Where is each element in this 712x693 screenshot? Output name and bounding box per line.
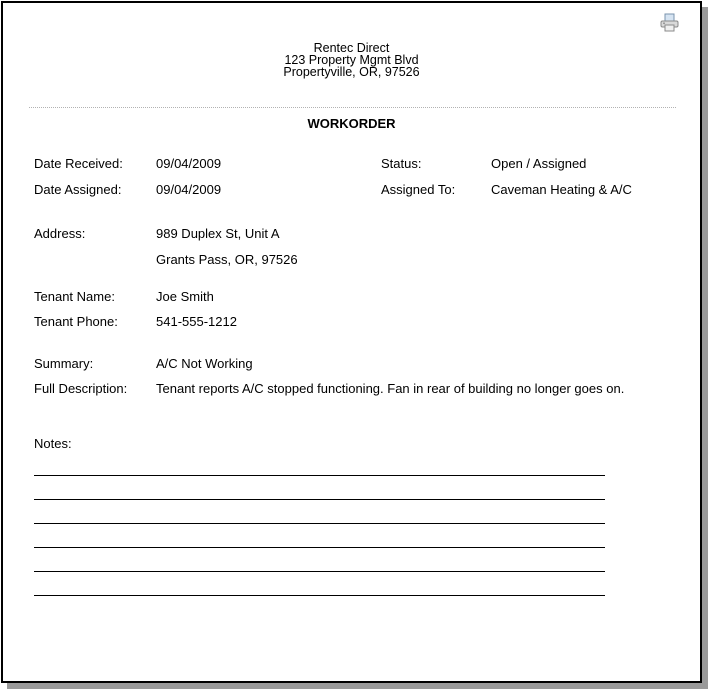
notes-blank-line [34, 499, 605, 500]
notes-blank-line [34, 571, 605, 572]
assigned-to-value: Caveman Heating & A/C [491, 182, 632, 197]
notes-blank-line [34, 475, 605, 476]
row-address-line1 [34, 226, 669, 242]
notes-blank-line [34, 595, 605, 596]
date-assigned-value: 09/04/2009 [156, 182, 222, 197]
full-description-label: Full Description: [34, 381, 128, 396]
address-value-line2: Grants Pass, OR, 97526 [156, 252, 298, 267]
company-address-line2: Propertyville, OR, 97526 [283, 65, 420, 79]
tenant-phone-label: Tenant Phone: [34, 314, 118, 329]
status-value: Open / Assigned [491, 156, 587, 171]
page-title: WORKORDER [307, 116, 396, 131]
address-label: Address: [34, 226, 86, 241]
row-date-assigned-assignee [34, 182, 669, 198]
tenant-name-value: Joe Smith [156, 289, 214, 304]
summary-value: A/C Not Working [156, 356, 253, 371]
summary-label: Summary: [34, 356, 94, 371]
date-assigned-label: Date Assigned: [34, 182, 122, 197]
address-value-line1: 989 Duplex St, Unit A [156, 226, 280, 241]
row-tenant-name [34, 289, 669, 305]
date-received-value: 09/04/2009 [156, 156, 222, 171]
company-header [3, 42, 700, 78]
tenant-name-label: Tenant Name: [34, 289, 115, 304]
printer-icon [659, 13, 680, 35]
address-label-spacer [34, 252, 156, 268]
notes-blank-line [34, 523, 605, 524]
dotted-divider [29, 107, 676, 108]
row-date-received-status [34, 156, 669, 172]
row-tenant-phone [34, 314, 669, 330]
date-received-label: Date Received: [34, 156, 123, 171]
row-full-description [34, 381, 669, 397]
row-notes [34, 436, 669, 452]
print-button[interactable] [658, 14, 680, 34]
status-label: Status: [381, 156, 422, 171]
company-address-line1: 123 Property Mgmt Blvd [284, 53, 419, 67]
row-summary [34, 356, 669, 372]
notes-blank-line [34, 547, 605, 548]
full-description-value: Tenant reports A/C stopped functioning. Fan in rear of building no longer goes on. [156, 381, 625, 396]
tenant-phone-value: 541-555-1212 [156, 314, 237, 329]
assigned-to-label: Assigned To: [381, 182, 456, 197]
row-address-line2 [34, 252, 669, 268]
workorder-document-page [1, 1, 702, 683]
company-name: Rentec Direct [313, 41, 390, 55]
notes-label: Notes: [34, 436, 72, 451]
